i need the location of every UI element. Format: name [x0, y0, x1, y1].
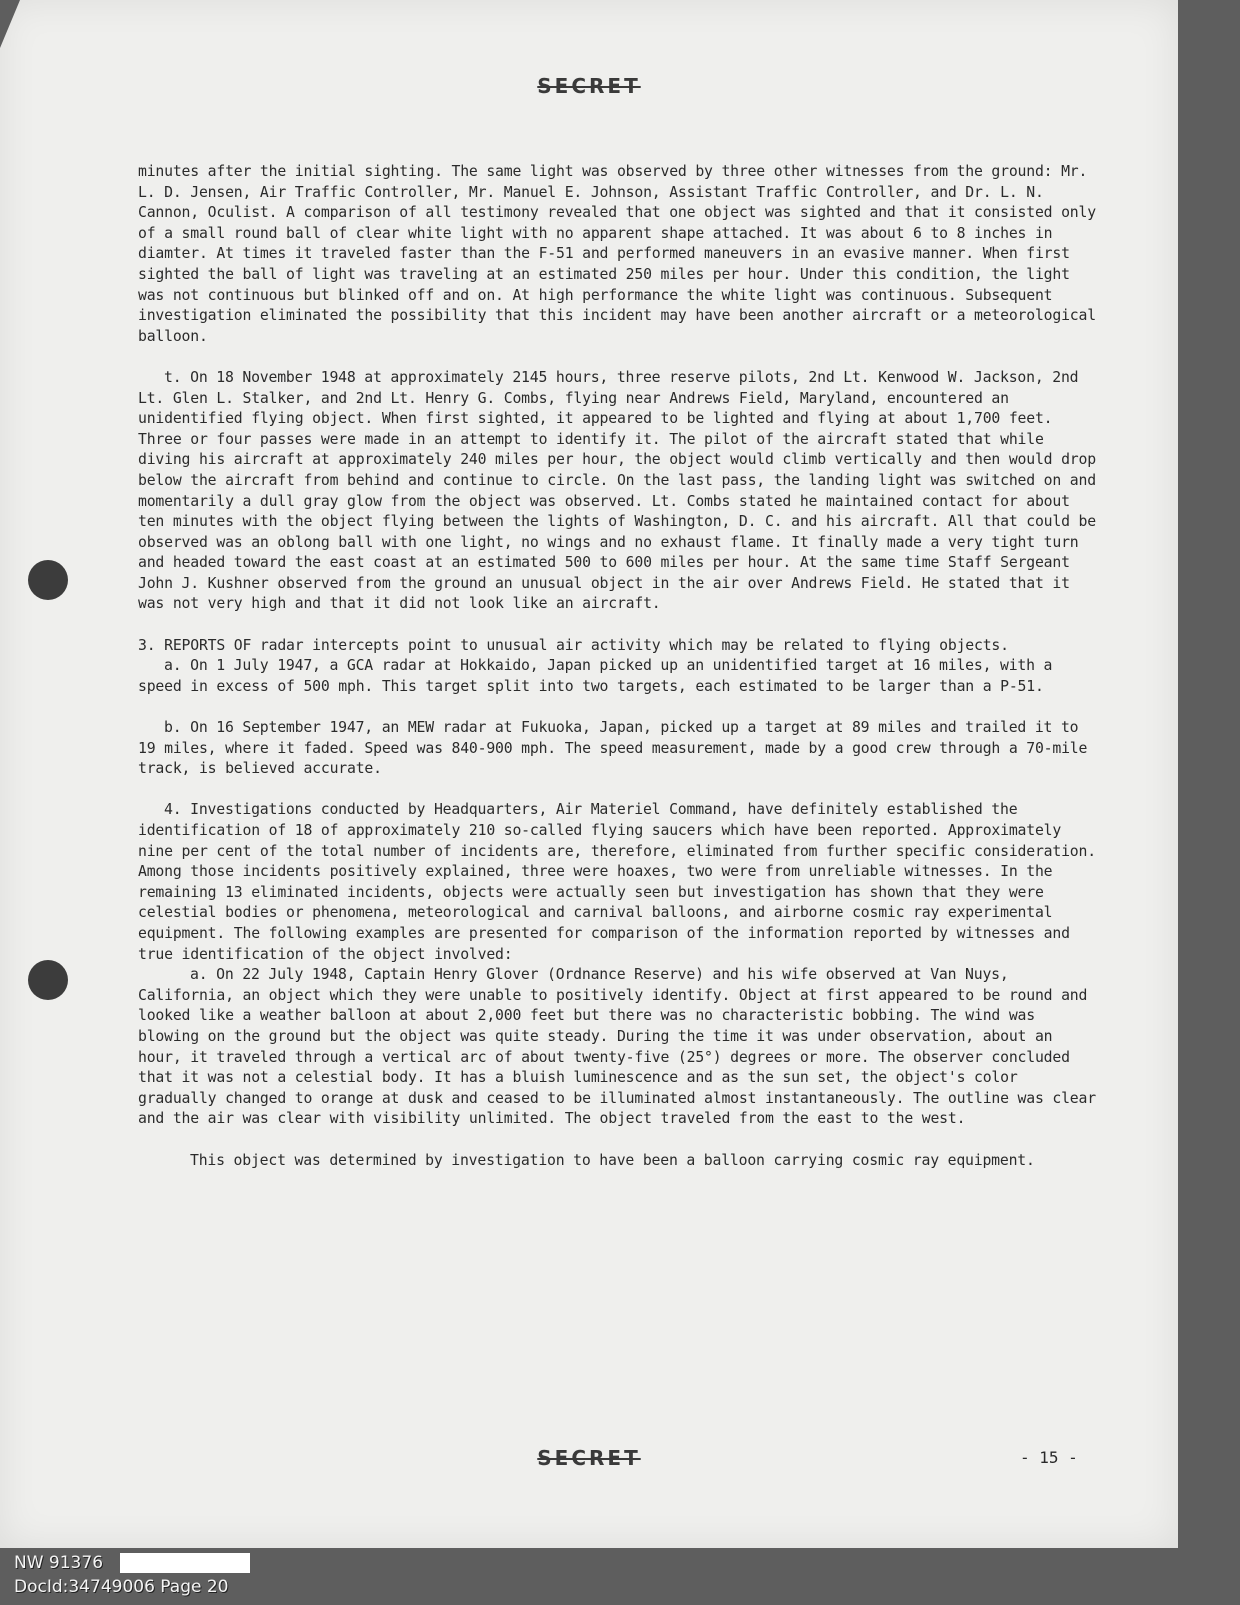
classification-stamp-top: SECRET [537, 74, 641, 98]
page-number: - 15 - [1020, 1448, 1078, 1467]
punch-hole-bottom [28, 960, 68, 1000]
folded-corner [0, 0, 20, 48]
classification-stamp-bottom: SECRET [537, 1446, 641, 1470]
paragraph-conclusion: This object was determined by investigation to have been a balloon carrying cosmic ray equipment. [190, 1151, 1035, 1169]
paragraph-investigations: 4. Investigations conducted by Headquarters, Air Materiel Command, have definitely established the identification of 18 of approximately 210 so-called flying saucers which have been reported. Approximately nine per cent of the total number of incidents are, therefore, eliminated from further specific consideration. Among those incidents positively explained, three were hoaxes, two were from unreliable witnesses. In the remaining 13 eliminated incidents, objects were actually seen but investigation has shown that they were celestial bodies or phenomena, meteorological and carnival balloons, and airborne cosmic ray experimental equipment. The following examples are presented for comparison of the information reported by witnesses and true identification of the object involved: [138, 801, 1096, 963]
doc-id-stamp: DocId:34749006 Page 20 [14, 1577, 229, 1597]
document-body [138, 162, 1102, 1171]
archive-id-stamp: NW 91376 [14, 1553, 104, 1573]
paragraph-hokkaido: a. On 1 July 1947, a GCA radar at Hokkaido, Japan picked up an unidentified target at 16 miles, with a speed in excess of 500 mph. This target split into two targets, each estimated to be larger than a P-51. [138, 657, 1053, 695]
redaction-box [120, 1553, 250, 1573]
paragraph-continuation: minutes after the initial sighting. The same light was observed by three other witnesses from the ground: Mr. L. D. Jensen, Air Traffic Controller, Mr. Manuel E. Johnson, Assistant Traffic Controller, and Dr. L. N. Cannon, Oculist. A comparison of all testimony revealed that one object was sighted and that it consisted only of a small round ball of clear white light with no apparent shape attached. It was about 6 to 8 inches in diamter. At times it traveled faster than the F-51 and performed maneuvers in an evasive manner. When first sighted the ball of light was traveling at an estimated 250 miles per hour. Under this condition, the light was not continuous but blinked off and on. At high performance the white light was continuous. Subsequent investigation eliminated the possibility that this incident may have been another aircraft or a meteorological balloon. [138, 163, 1096, 345]
paragraph-fukuoka: b. On 16 September 1947, an MEW radar at Fukuoka, Japan, picked up a target at 89 miles and trailed it to 19 miles, where it faded. Speed was 840-900 mph. The speed measurement, made by a good crew through a 70-mile track, is believed accurate. [138, 719, 1088, 778]
punch-hole-top [28, 560, 68, 600]
paragraph-van-nuys: a. On 22 July 1948, Captain Henry Glover (Ordnance Reserve) and his wife observed at Van Nuys, California, an object which they were unable to positively identify. Object at first appeared to be round and looked like a weather balloon at about 2,000 feet but there was no characteristic bobbing. The wind was blowing on the ground but the object was quite steady. During the time it was under observation, about an hour, it traveled through a vertical arc of about twenty-five (25°) degrees or more. The observer concluded that it was not a celestial body. It has a bluish luminescence and as the sun set, the object's color gradually changed to orange at dusk and ceased to be illuminated almost instantaneously. The outline was clear and the air was clear with visibility unlimited. The object traveled from the east to the west. [138, 966, 1096, 1128]
paragraph-andrews-field: t. On 18 November 1948 at approximately 2145 hours, three reserve pilots, 2nd Lt. Kenwood W. Jackson, 2nd Lt. Glen L. Stalker, and 2nd Lt. Henry G. Combs, flying near Andrews Field, Maryland, encountered an unidentified flying object. When first sighted, it appeared to be lighted and flying at about 1,700 feet. Three or four passes were made in an attempt to identify it. The pilot of the aircraft stated that while diving his aircraft at approximately 240 miles per hour, the object would climb vertically and then would drop below the aircraft from behind and continue to circle. On the last pass, the landing light was switched on and momentarily a dull gray glow from the object was observed. Lt. Combs stated he maintained contact for about ten minutes with the object flying between the lights of Washington, D. C. and his aircraft. All that could be observed was an oblong ball with one light, no wings and no exhaust flame. It finally made a very tight turn and headed toward the east coast at an estimated 500 to 600 miles per hour. At the same time Staff Sergeant John J. Kushner observed from the ground an unusual object in the air over Andrews Field. He stated that it was not very high and that it did not look like an aircraft. [138, 368, 1096, 613]
paragraph-radar-reports: 3. REPORTS OF radar intercepts point to unusual air activity which may be related to flying objects. [138, 636, 1009, 654]
